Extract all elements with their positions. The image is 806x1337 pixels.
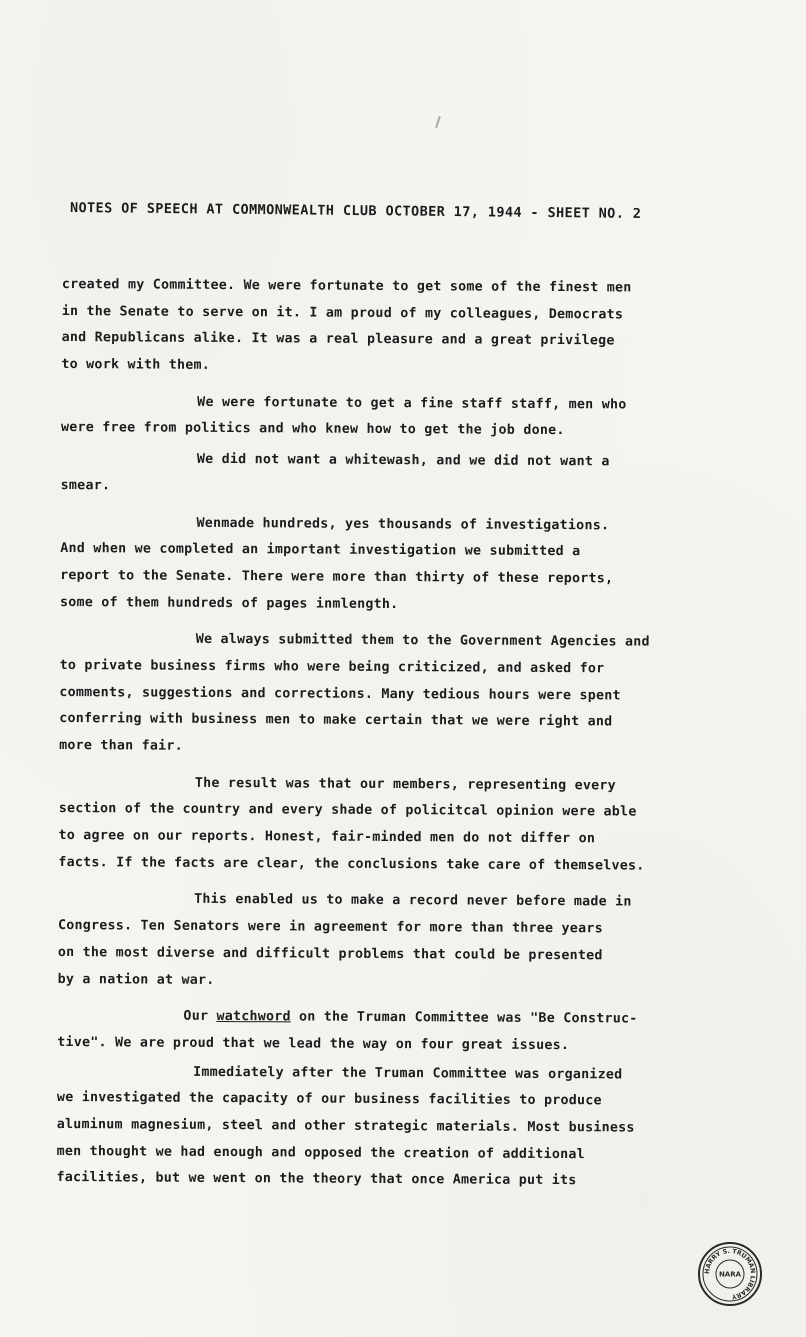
text-line: The result was that our members, representing every	[194, 775, 616, 794]
text-line: in the Senate to serve on it. I am proud of my colleagues, Democrats	[61, 303, 624, 323]
pencil-mark	[435, 116, 441, 128]
text-line: by a nation at war.	[57, 971, 215, 988]
text-line: section of the country and every shade of policitcal opinion were able	[58, 801, 637, 820]
paragraph	[58, 770, 759, 881]
paragraph	[58, 886, 759, 997]
text-line: conferring with business men to make certain that we were right and	[59, 711, 613, 730]
text-line: facts. If the facts are clear, the conclusions take care of themselves.	[58, 854, 645, 874]
text-line: comments, suggestions and corrections. Many tedious hours were spent	[59, 684, 621, 704]
truman-library-stamp	[698, 1242, 762, 1306]
paragraph	[61, 272, 762, 383]
text-line: We always submitted them to the Government Agencies and	[195, 632, 650, 650]
text-line: more than fair.	[59, 737, 183, 754]
text-line: And when we completed an important investigation we submitted a	[60, 541, 581, 560]
text-line: facilities, but we went on the theory that once America put its	[56, 1170, 577, 1189]
text-line: men thought we had enough and opposed the creation of additional	[56, 1143, 586, 1162]
text-line: aluminum magnesium, steel and other strategic materials. Most business	[56, 1116, 635, 1136]
text-line: tive". We are proud that we lead the way on four great issues.	[57, 1034, 570, 1053]
text-line: to agree on our reports. Honest, fair-minded men do not differ on	[58, 828, 596, 847]
stamp-ring-text: HARRY S. TRUMAN LIBRARY	[703, 1247, 757, 1300]
paragraph	[57, 1003, 757, 1061]
sheet-header: NOTES OF SPEECH AT COMMONWEALTH CLUB OCTOBER 17, 1944 - SHEET NO. 2	[69, 200, 642, 222]
text-line: to private business firms who were being criticized, and asked for	[59, 657, 605, 677]
text-line: Immediately after the Truman Committee was organized	[193, 1064, 623, 1083]
paragraph	[61, 389, 761, 447]
paragraph	[60, 509, 761, 620]
speech-body	[56, 272, 762, 1196]
text-line: we investigated the capacity of our business facilities to produce	[56, 1090, 602, 1109]
stamp-graphic	[700, 1244, 760, 1304]
text-line: were free from politics and who knew how to get the job done.	[61, 420, 565, 439]
text-line: This enabled us to make a record never before made in	[194, 892, 632, 910]
text-line: on the most diverse and difficult problems that could be presented	[57, 944, 603, 964]
text-line: We were fortunate to get a fine staff staff, men who	[197, 394, 627, 413]
paragraph	[56, 1059, 757, 1197]
text-line: report to the Senate. There were more than thirty of these reports,	[60, 567, 614, 587]
paragraph	[61, 446, 761, 504]
underlined-word: watchword	[216, 1009, 291, 1025]
text-line: Congress. Ten Senators were in agreement for more than three years	[57, 918, 603, 937]
text-line: some of them hundreds of pages inmlength.	[59, 594, 399, 612]
paragraph	[59, 626, 760, 764]
text-line: Our watchword on the Truman Committee was "Be Construc-	[183, 1008, 638, 1027]
text-line: We did not want a whitewash, and we did not want a	[196, 451, 610, 470]
text-line: created my Committee. We were fortunate to get some of the finest men	[61, 276, 632, 296]
stamp-center-text: NARA	[718, 1270, 742, 1279]
text-line: and Republicans alike. It was a real pleasure and a great privilege	[61, 330, 615, 349]
text-line: smear.	[60, 477, 111, 494]
text-line: to work with them.	[61, 357, 211, 373]
text-line: Wenmade hundreds, yes thousands of investigations.	[196, 515, 610, 533]
